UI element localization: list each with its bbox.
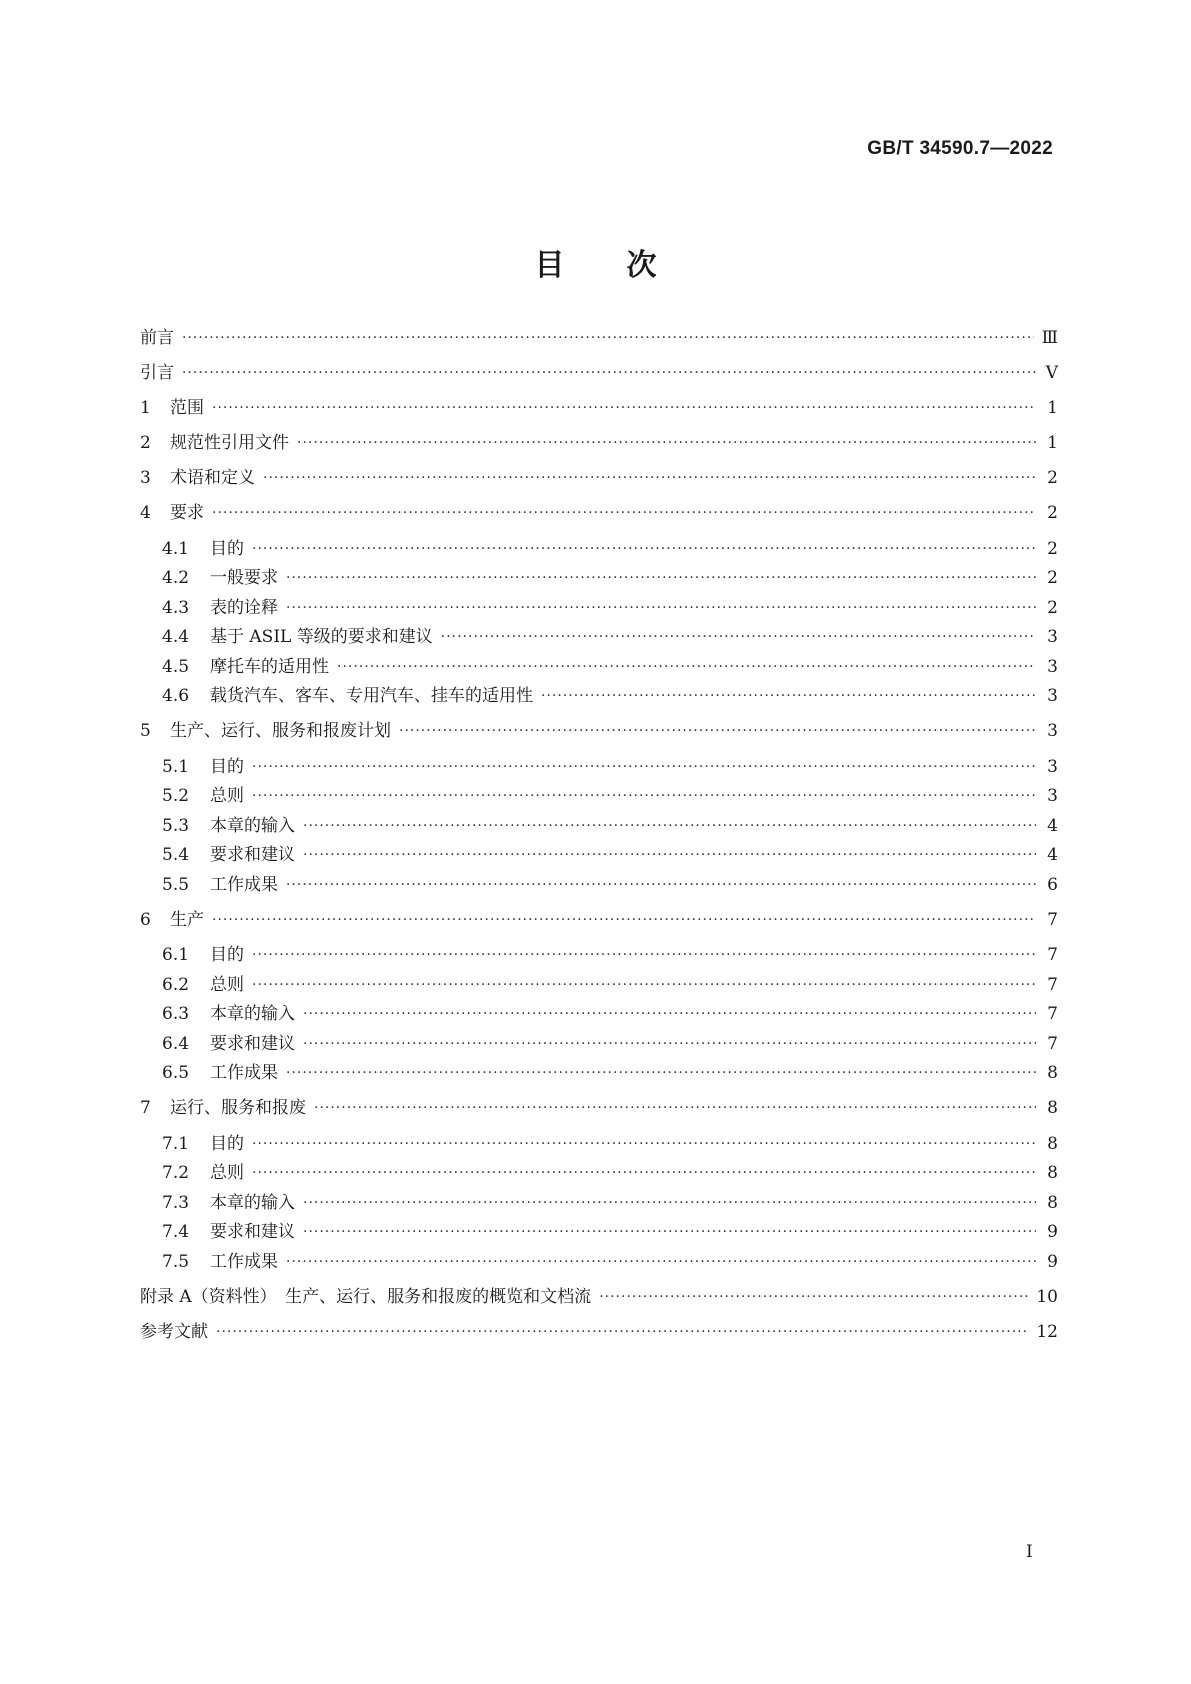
toc-dot-leader: [303, 1034, 1036, 1054]
toc-entry-number: 4.4: [162, 627, 190, 647]
toc-entry-label: 工作成果: [210, 1251, 278, 1272]
toc-entry-number: 4: [140, 503, 151, 523]
toc-dot-leader: [399, 721, 1036, 741]
toc-entry-page: 3: [1047, 721, 1058, 741]
toc-entry-page: 4: [1047, 815, 1058, 836]
toc-entry-label: 规范性引用文件: [170, 433, 289, 453]
toc-entry-page: 1: [1047, 398, 1058, 418]
toc-entry-label: 生产: [170, 909, 204, 930]
toc-entry[interactable]: [140, 875, 1058, 895]
toc-entry[interactable]: [140, 757, 1058, 777]
toc-entry-number: 6.2: [162, 974, 190, 995]
toc-entry-page: 3: [1047, 627, 1058, 647]
toc-entry-number: 5: [140, 721, 151, 741]
toc-dot-leader: [314, 1098, 1036, 1118]
toc-entry-page: 4: [1047, 845, 1058, 865]
toc-entry[interactable]: [140, 568, 1058, 588]
toc-dot-leader: [263, 468, 1036, 488]
toc-dot-leader: [212, 503, 1036, 523]
toc-entry[interactable]: [140, 816, 1058, 836]
toc-entry-label: 要求和建议: [210, 1222, 295, 1242]
toc-entry[interactable]: [140, 945, 1058, 965]
toc-entry-label: 载货汽车、客车、专用汽车、挂车的适用性: [210, 686, 533, 706]
toc-entry[interactable]: [140, 503, 1058, 523]
toc-entry-page: 10: [1036, 1286, 1058, 1307]
toc-dot-leader: [182, 328, 1034, 348]
toc-entry-label: 一般要求: [210, 568, 278, 588]
toc-entry[interactable]: [140, 598, 1058, 618]
toc-entry-label: 生产、运行、服务和报废计划: [170, 721, 391, 741]
toc-entry-page: 1: [1047, 433, 1058, 453]
toc-entry-page: 8: [1047, 1192, 1058, 1213]
toc-entry-number: 6.4: [162, 1033, 190, 1054]
toc-entry[interactable]: [140, 1098, 1058, 1118]
toc-entry-page: 3: [1047, 756, 1058, 777]
toc-dot-leader: [182, 363, 1036, 383]
toc-entry-label: 本章的输入: [210, 815, 295, 836]
toc-dot-leader: [337, 657, 1036, 677]
toc-entry-number: 4.1: [162, 538, 190, 559]
toc-entry-page: 2: [1047, 538, 1058, 559]
toc-entry-label: 要求: [170, 503, 204, 523]
toc-dot-leader: [212, 398, 1036, 418]
toc-entry[interactable]: [140, 975, 1058, 995]
toc-entry-label: 目的: [210, 538, 244, 559]
toc-entry-page: 9: [1047, 1251, 1058, 1272]
toc-entry-label: 引言: [140, 363, 174, 383]
toc-entry-number: 7.2: [162, 1163, 190, 1183]
toc-entry-number: 7.1: [162, 1133, 190, 1154]
toc-entry-number: 4.3: [162, 597, 190, 618]
toc-entry-number: 1: [140, 398, 151, 418]
toc-dot-leader: [252, 975, 1036, 995]
toc-entry-number: 3: [140, 468, 151, 488]
toc-entry[interactable]: [140, 686, 1058, 706]
toc-dot-leader: [252, 539, 1036, 559]
toc-entry-number: 6.1: [162, 945, 190, 965]
toc-entry-label: 运行、服务和报废: [170, 1098, 306, 1118]
toc-entry[interactable]: [140, 539, 1058, 559]
toc-entry-label: 术语和定义: [170, 468, 255, 488]
toc-entry-number: 7.3: [162, 1192, 190, 1213]
toc-entry-page: 8: [1047, 1098, 1058, 1118]
toc-entry-number: 6.5: [162, 1063, 190, 1083]
toc-entry-page: 7: [1047, 909, 1058, 930]
toc-entry-page: 7: [1047, 945, 1058, 965]
toc-entry[interactable]: [140, 1004, 1058, 1024]
toc-entry-label: 目的: [210, 756, 244, 777]
toc-dot-leader: [286, 1063, 1036, 1083]
toc-entry-page: 7: [1047, 1033, 1058, 1054]
toc-entry-page: 3: [1047, 686, 1058, 706]
toc-entry-page: 7: [1047, 1004, 1058, 1024]
toc-entry-label: 目的: [210, 945, 244, 965]
title-part-2: 次: [626, 248, 657, 283]
toc-dot-leader: [286, 568, 1036, 588]
toc-entry-page: 7: [1047, 974, 1058, 995]
toc-entry[interactable]: [140, 1063, 1058, 1083]
toc-entry-label: 附录 A（资料性） 生产、运行、服务和报废的概览和文档流: [140, 1286, 592, 1307]
toc-entry-number: 4.5: [162, 656, 190, 677]
toc-entry-page: 3: [1047, 786, 1058, 806]
toc-entry-number: 7.4: [162, 1222, 190, 1242]
toc-entry-page: 2: [1047, 468, 1058, 488]
toc-dot-leader: [303, 1222, 1036, 1242]
standard-code: GB/T 34590.7—2022: [867, 138, 1053, 159]
toc-dot-leader: [441, 627, 1036, 647]
toc-dot-leader: [286, 1252, 1036, 1272]
toc-entry-label: 要求和建议: [210, 1033, 295, 1054]
toc-entry-number: 5.2: [162, 786, 190, 806]
toc-entry-number: 6.3: [162, 1004, 190, 1024]
toc-entry-label: 总则: [210, 1163, 244, 1183]
toc-entry-label: 总则: [210, 974, 244, 995]
toc-dot-leader: [252, 786, 1036, 806]
toc-entry-number: 5.5: [162, 874, 190, 895]
toc-entry-page: 9: [1047, 1222, 1058, 1242]
toc-entry-page: 8: [1047, 1133, 1058, 1154]
toc-dot-leader: [252, 1134, 1036, 1154]
toc-entry[interactable]: [140, 468, 1058, 488]
toc-entry-number: 4.2: [162, 568, 190, 588]
toc-entry-label: 要求和建议: [210, 845, 295, 865]
toc-entry-label: 摩托车的适用性: [210, 656, 329, 677]
toc-dot-leader: [303, 1004, 1036, 1024]
toc-entry-label: 工作成果: [210, 1063, 278, 1083]
toc-entry[interactable]: [140, 328, 1058, 348]
toc-entry-page: 3: [1047, 656, 1058, 677]
toc-entry[interactable]: [140, 1163, 1058, 1183]
toc-entry-label: 本章的输入: [210, 1192, 295, 1213]
toc-entry-page: 6: [1047, 874, 1058, 895]
toc-entry[interactable]: [140, 721, 1058, 741]
toc-dot-leader: [303, 845, 1036, 865]
toc-entry[interactable]: [140, 1222, 1058, 1242]
toc-dot-leader: [286, 875, 1036, 895]
toc-entry-label: 范围: [170, 398, 204, 418]
toc-entry-page: 2: [1047, 568, 1058, 588]
toc-entry[interactable]: [140, 433, 1058, 453]
toc-entry[interactable]: [140, 910, 1058, 930]
toc-entry-number: 2: [140, 433, 151, 453]
toc-entry-number: 5.3: [162, 815, 190, 836]
toc-dot-leader: [212, 910, 1036, 930]
toc-entry[interactable]: [140, 1134, 1058, 1154]
toc-entry-label: 工作成果: [210, 874, 278, 895]
toc-entry[interactable]: [140, 1193, 1058, 1213]
toc-entry-number: 6: [140, 909, 151, 930]
toc-entry-label: 基于 ASIL 等级的要求和建议: [210, 627, 433, 647]
page-title: [0, 240, 1191, 284]
toc-dot-leader: [297, 433, 1036, 453]
toc-entry-label: 表的诠释: [210, 597, 278, 618]
toc-dot-leader: [541, 686, 1036, 706]
title-part-1: 目: [534, 248, 565, 283]
toc-dot-leader: [286, 598, 1036, 618]
toc-dot-leader: [599, 1287, 1028, 1307]
toc-dot-leader: [252, 757, 1036, 777]
toc-entry[interactable]: [140, 1252, 1058, 1272]
toc-entry-number: 4.6: [162, 686, 190, 706]
toc-entry-page: 2: [1047, 597, 1058, 618]
toc-dot-leader: [303, 1193, 1036, 1213]
toc-entry-page: 8: [1047, 1063, 1058, 1083]
toc-entry-page: Ⅴ: [1045, 363, 1058, 383]
toc-entry[interactable]: [140, 1287, 1058, 1307]
toc-entry-page: Ⅲ: [1041, 328, 1058, 348]
toc-entry[interactable]: [140, 398, 1058, 418]
toc-entry[interactable]: [140, 1322, 1058, 1342]
toc-dot-leader: [252, 1163, 1036, 1183]
toc-entry-page: 12: [1036, 1321, 1058, 1342]
footer-page-number: I: [1026, 1542, 1033, 1562]
toc-dot-leader: [252, 945, 1036, 965]
toc-entry-number: 7.5: [162, 1251, 190, 1272]
toc-entry-label: 本章的输入: [210, 1004, 295, 1024]
toc-dot-leader: [216, 1322, 1028, 1342]
toc-entry[interactable]: [140, 1034, 1058, 1054]
toc-entry[interactable]: [140, 627, 1058, 647]
toc-dot-leader: [303, 816, 1036, 836]
toc-entry[interactable]: [140, 845, 1058, 865]
toc-entry-number: 7: [140, 1098, 151, 1118]
toc-entry-label: 目的: [210, 1133, 244, 1154]
toc-entry-label: 总则: [210, 786, 244, 806]
toc-entry[interactable]: [140, 786, 1058, 806]
toc-entry-number: 5.1: [162, 756, 190, 777]
toc-entry[interactable]: [140, 363, 1058, 383]
toc-entry-label: 参考文献: [140, 1321, 208, 1342]
toc-entry[interactable]: [140, 657, 1058, 677]
toc-entry-page: 8: [1047, 1163, 1058, 1183]
toc-entry-number: 5.4: [162, 845, 190, 865]
toc-entry-page: 2: [1047, 503, 1058, 523]
toc-entry-label: 前言: [140, 328, 174, 348]
